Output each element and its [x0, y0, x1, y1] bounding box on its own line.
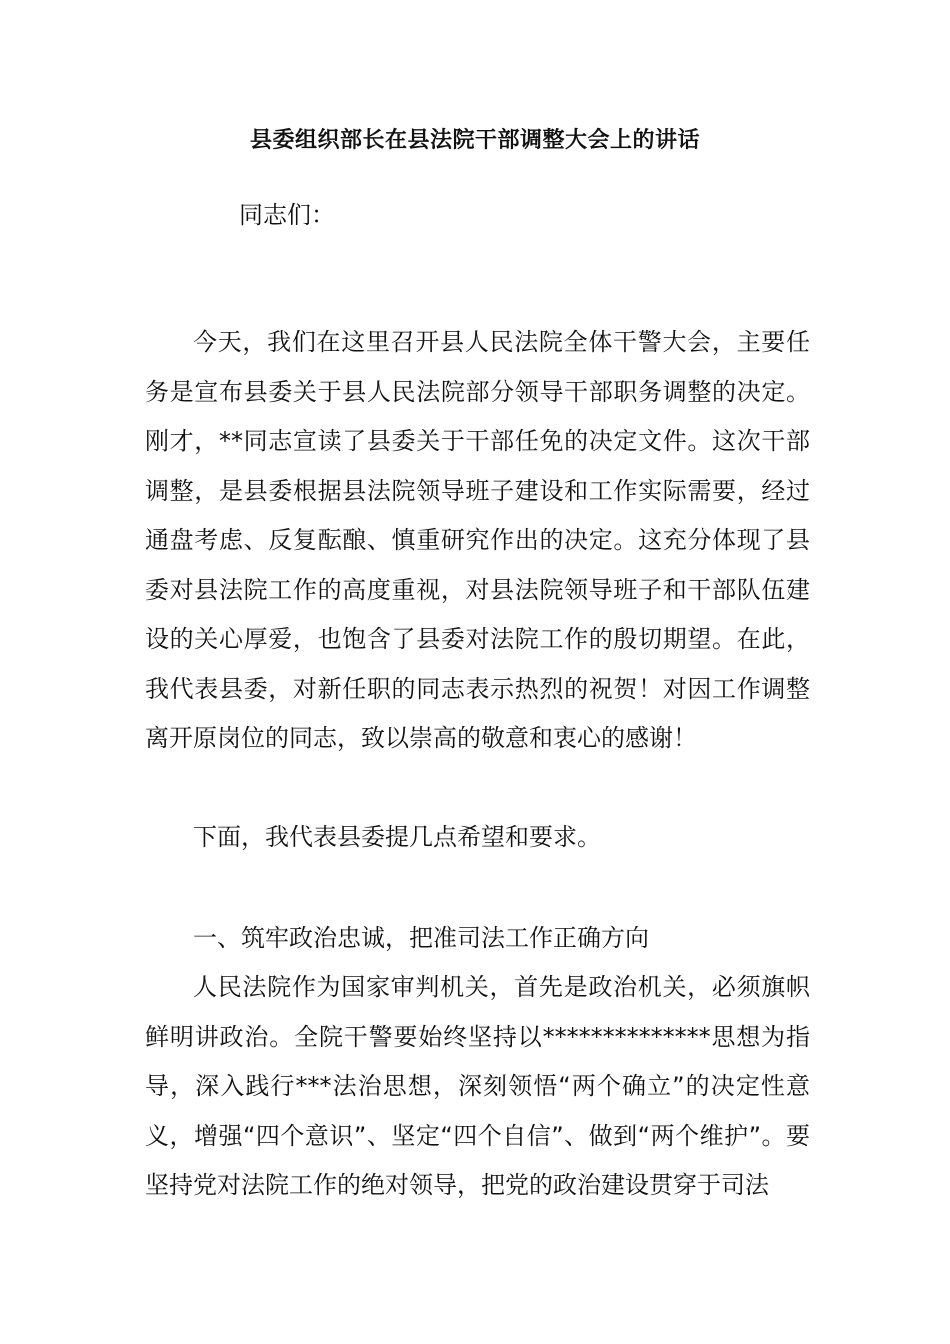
paragraph-opening: 今天，我们在这里召开县人民法院全体干警大会，主要任务是宣布县委关于县人民法院部分领导干部职务调整的决定。刚才，**同志宣读了县委关于干部任免的决定文件。这次干部调整，是县委根据县法院领导班子建设和工作实际需要，经过通盘考虑、反复酝酿、慎重研究作出的决定。这充分体现了县委对县法院工作的高度重视，对县法院领导班子和干部队伍建设的关心厚爱，也饱含了县委对法院工作的殷切期望。在此，我代表县委，对新任职的同志表示热烈的祝贺！对因工作调整离开原岗位的同志，致以崇高的敬意和衷心的感谢！ — [145, 328, 810, 752]
section-heading-1: 一、筑牢政治忠诚，把准司法工作正确方向 — [193, 924, 649, 952]
paragraph-transition: 下面，我代表县委提几点希望和要求。 — [193, 823, 601, 851]
greeting: 同志们： — [239, 201, 335, 229]
document-title: 县委组织部长在县法院干部调整大会上的讲话 — [249, 128, 700, 153]
paragraph-section-1: 人民法院作为国家审判机关，首先是政治机关，必须旗帜鲜明讲政治。全院干警要始终坚持以**************思想为指导，深入践行***法治思想，深刻领悟“两个确立”的决定性意义，增强“四个意识”、坚定“四个自信”、做到“两个维护”。要坚持党对法院工作的绝对领导，把党的政治建设贯穿于司法 — [145, 973, 810, 1199]
